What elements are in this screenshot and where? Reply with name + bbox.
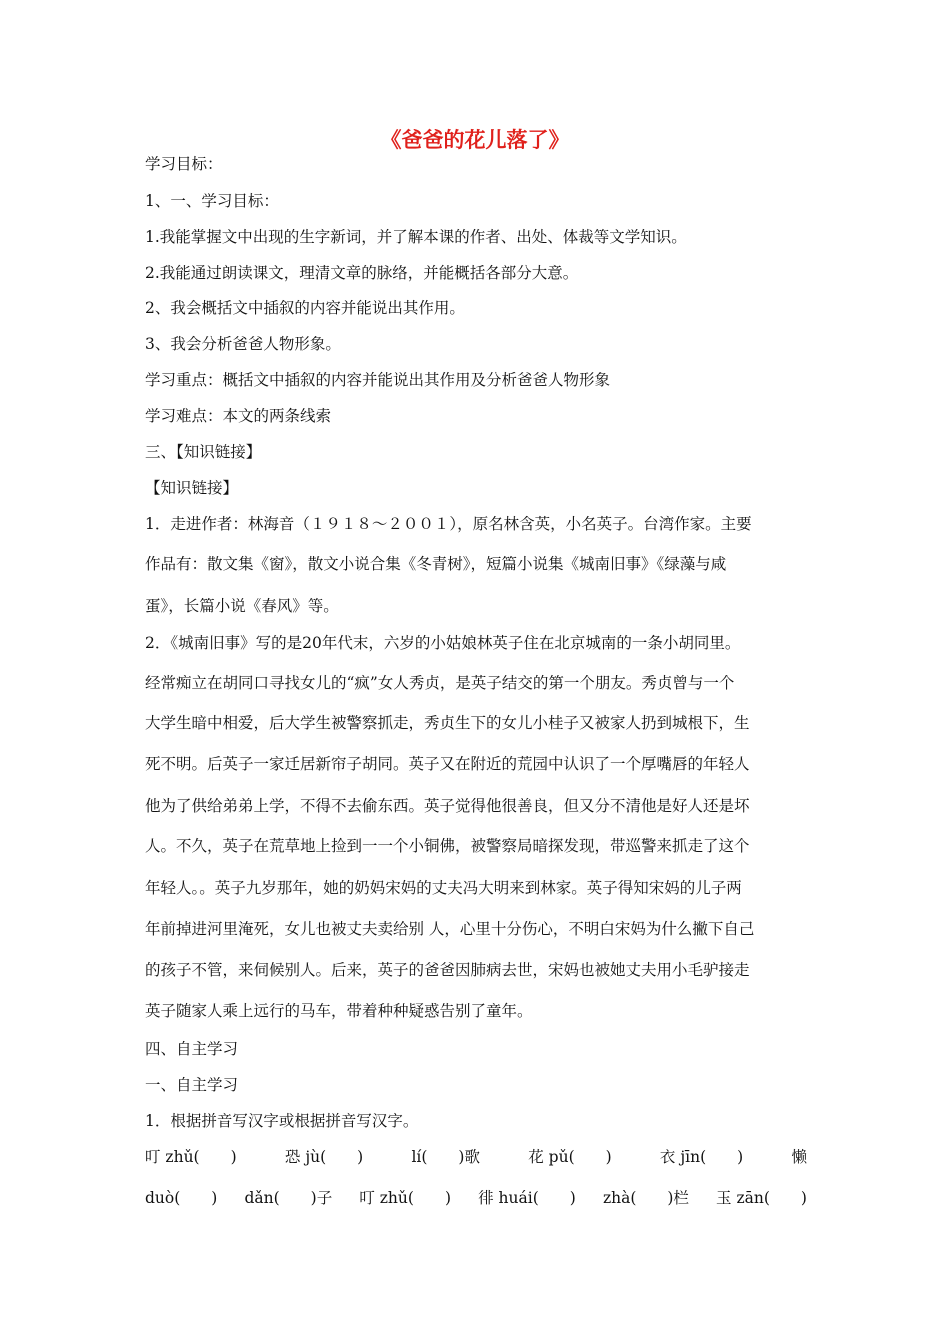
objective-4: 3、我会分析爸爸人物形象。 — [145, 335, 341, 353]
author-paragraph-line: 作品有：散文集《窗》，散文小说合集《冬青树》，短篇小说集《城南旧事》《绿藻与咸 — [145, 555, 727, 573]
story-paragraph-line: 年前掉进河里淹死，女儿也被丈夫卖给别 人，心里十分伤心，不明白宋妈为什么撇下自己 — [145, 920, 755, 938]
objectives-heading: 学习目标： — [145, 155, 223, 173]
pinyin-item: 玉 zān( ) — [716, 1189, 807, 1207]
document-title: 《爸爸的花儿落了》 — [380, 128, 570, 152]
objective-2: 2.我能通过朗读课文，理清文章的脉络，并能概括各部分大意。 — [145, 264, 579, 282]
objective-1: 1.我能掌握文中出现的生字新词，并了解本课的作者、出处、体裁等文学知识。 — [145, 228, 687, 246]
pinyin-item: lí( )歌 — [411, 1148, 480, 1166]
pinyin-item: 衣 jīn( ) — [659, 1148, 744, 1166]
story-paragraph-line: 他为了供给弟弟上学，不得不去偷东西。英子觉得他很善良，但又分不清他是好人还是坏 — [145, 797, 750, 815]
exercise-title: 1．根据拼音写汉字或根据拼音写汉字。 — [145, 1112, 419, 1130]
section-3-heading: 三、【知识链接】 — [145, 443, 262, 461]
pinyin-item: 懒 — [791, 1148, 807, 1166]
pinyin-row-1 — [145, 1145, 807, 1167]
pinyin-item: zhà( )栏 — [602, 1189, 689, 1207]
pinyin-item: 恐 jù( ) — [284, 1148, 364, 1166]
difficult-points: 学习难点：本文的两条线索 — [145, 407, 332, 425]
pinyin-item: duò( ) — [145, 1189, 218, 1207]
story-paragraph-line: 英子随家人乘上远行的马车，带着种种疑惑告别了童年。 — [145, 1002, 533, 1020]
author-paragraph-line: 1．走进作者：林海音（１９１８～２００１），原名林含英，小名英子。台湾作家。主要 — [145, 515, 752, 533]
objectives-subheading: 1、一、学习目标： — [145, 192, 279, 210]
story-paragraph-line: 人。不久，英子在荒草地上捡到一一个小铜佛，被警察局暗探发现，带巡警来抓走了这个 — [145, 837, 750, 855]
story-paragraph-line: 经常痴立在胡同口寻找女儿的“疯”女人秀贞，是英子结交的第一个朋友。秀贞曾与一个 — [145, 674, 735, 692]
pinyin-row-2 — [145, 1186, 807, 1208]
key-points: 学习重点：概括文中插叙的内容并能说出其作用及分析爸爸人物形象 — [145, 371, 611, 389]
objective-3: 2、我会概括文中插叙的内容并能说出其作用。 — [145, 299, 465, 317]
story-paragraph-line: 2．《城南旧事》写的是20年代末，六岁的小姑娘林英子住在北京城南的一条小胡同里。 — [145, 634, 741, 652]
section-4-heading: 四、自主学习 — [145, 1040, 239, 1058]
author-paragraph-line: 蛋》，长篇小说《春风》等。 — [145, 597, 339, 615]
knowledge-link-heading: 【知识链接】 — [145, 479, 239, 497]
pinyin-item: dǎn( )子 — [244, 1189, 333, 1207]
story-paragraph-line: 年轻人。。英子九岁那年，她的奶妈宋妈的丈夫冯大明来到林家。英子得知宋妈的儿子两 — [145, 879, 742, 897]
pinyin-item: 徘 huái( ) — [478, 1189, 576, 1207]
self-study-heading: 一、自主学习 — [145, 1076, 239, 1094]
story-paragraph-line: 大学生暗中相爱，后大学生被警察抓走，秀贞生下的女儿小桂子又被家人扔到城根下，生 — [145, 714, 750, 732]
story-paragraph-line: 的孩子不管，来伺候别人。后来，英子的爸爸因肺病去世，宋妈也被她丈夫用小毛驴接走 — [145, 961, 750, 979]
pinyin-item: 叮 zhǔ( ) — [145, 1148, 237, 1166]
story-paragraph-line: 死不明。后英子一家迁居新帘子胡同。英子又在附近的荒园中认识了一个厚嘴唇的年轻人 — [145, 755, 750, 773]
pinyin-item: 叮 zhǔ( ) — [359, 1189, 451, 1207]
pinyin-item: 花 pǔ( ) — [528, 1148, 612, 1166]
